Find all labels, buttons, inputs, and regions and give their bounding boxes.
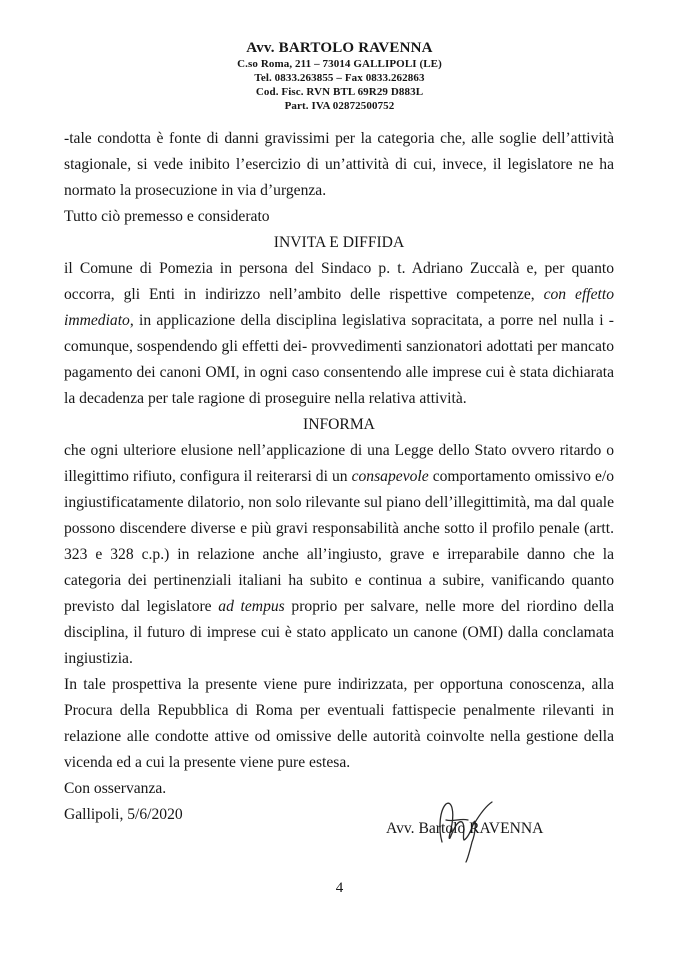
vat-number: Part. IVA 02872500752 [284,100,395,112]
invitation-text-1: il Comune di Pomezia in persona del Sindaco p. t. Adriano Zuccalà e, per quanto occorra, gli Enti in indirizzo nell’ambito delle rispettive competenze, [64,260,614,303]
heading-invita-e-diffida: INVITA E DIFFIDA [273,234,405,251]
paragraph-damages: -tale condotta è fonte di danni gravissimi per la categoria che, alle soglie dell’attività stagionale, si vede inibito l’esercizio di un’attività di cui, invece, il legislatore ne ha normato la prosecuzione in via d’urgenza. [64,130,614,199]
signature-block [386,798,586,868]
office-address: C.so Roma, 211 – 73014 GALLIPOLI (LE) [237,58,442,70]
letter-body [64,126,614,828]
information-text-1: che ogni ulteriore elusione nell’applicazione di una Legge dello Stato ovvero ritardo o illegittimo rifiuto, configura il reiterarsi di un [64,442,614,485]
lawyer-name: Avv. BARTOLO RAVENNA [246,40,433,56]
tax-code: Cod. Fisc. RVN BTL 69R29 D883L [255,86,424,98]
signatory-name: Avv. Bartolo RAVENNA [386,820,544,837]
letterhead [0,40,679,113]
invitation-italic: con effetto immediato [64,286,614,329]
closing-salutation: Con osservanza. [64,780,167,797]
page-number: 4 [335,880,344,896]
information-text-3: proprio per salvare, nelle more del riordino della disciplina, il futuro di imprese cui è stato applicato un canone (OMI) dalla conclamata ingiustizia. [64,598,614,667]
place-date: Gallipoli, 5/6/2020 [64,806,183,823]
paragraph-premise: Tutto ciò premesso e considerato [64,208,270,225]
information-italic-1: consapevole [351,468,429,485]
phone-fax: Tel. 0833.263855 – Fax 0833.262863 [254,72,425,84]
information-italic-2: ad tempus [218,598,285,615]
paragraph-information [64,438,614,672]
information-text-2: comportamento omissivo e/o ingiustificatamente dilatorio, non solo rilevante sul piano dell’illegittimità, ma dal quale possono discendere diverse e più gravi responsabilità anche sotto il profilo penale (artt. 323 e 328 c.p.) in relazione anche all’ingiusto, grave e irreparabile danno che la categoria dei pertinenziali italiani ha subito e continua a subire, vanificando quanto previsto dal legislatore [64,468,614,615]
invitation-text-2: , in applicazione della disciplina legislativa sopracitata, a porre nel nulla i -comunque, sospendendo gli effetti dei- provvedimenti sanzionatori adottati per mancato pagamento dei canoni OMI, in ogni caso consentendo alle imprese cui è stata dichiarata la decadenza per tale ragione di proseguire nella relativa attività. [64,312,614,407]
paragraph-invitation [64,256,614,412]
paragraph-prosecutor: In tale prospettiva la presente viene pure indirizzata, per opportuna conoscenza, alla Procura della Repubblica di Roma per eventuali fattispecie penalmente rilevanti in relazione alle condotte attive od omissive delle autorità coinvolte nella gestione della vicenda ed a cui la presente viene pure estesa. [64,676,614,771]
heading-informa: INFORMA [303,416,375,433]
